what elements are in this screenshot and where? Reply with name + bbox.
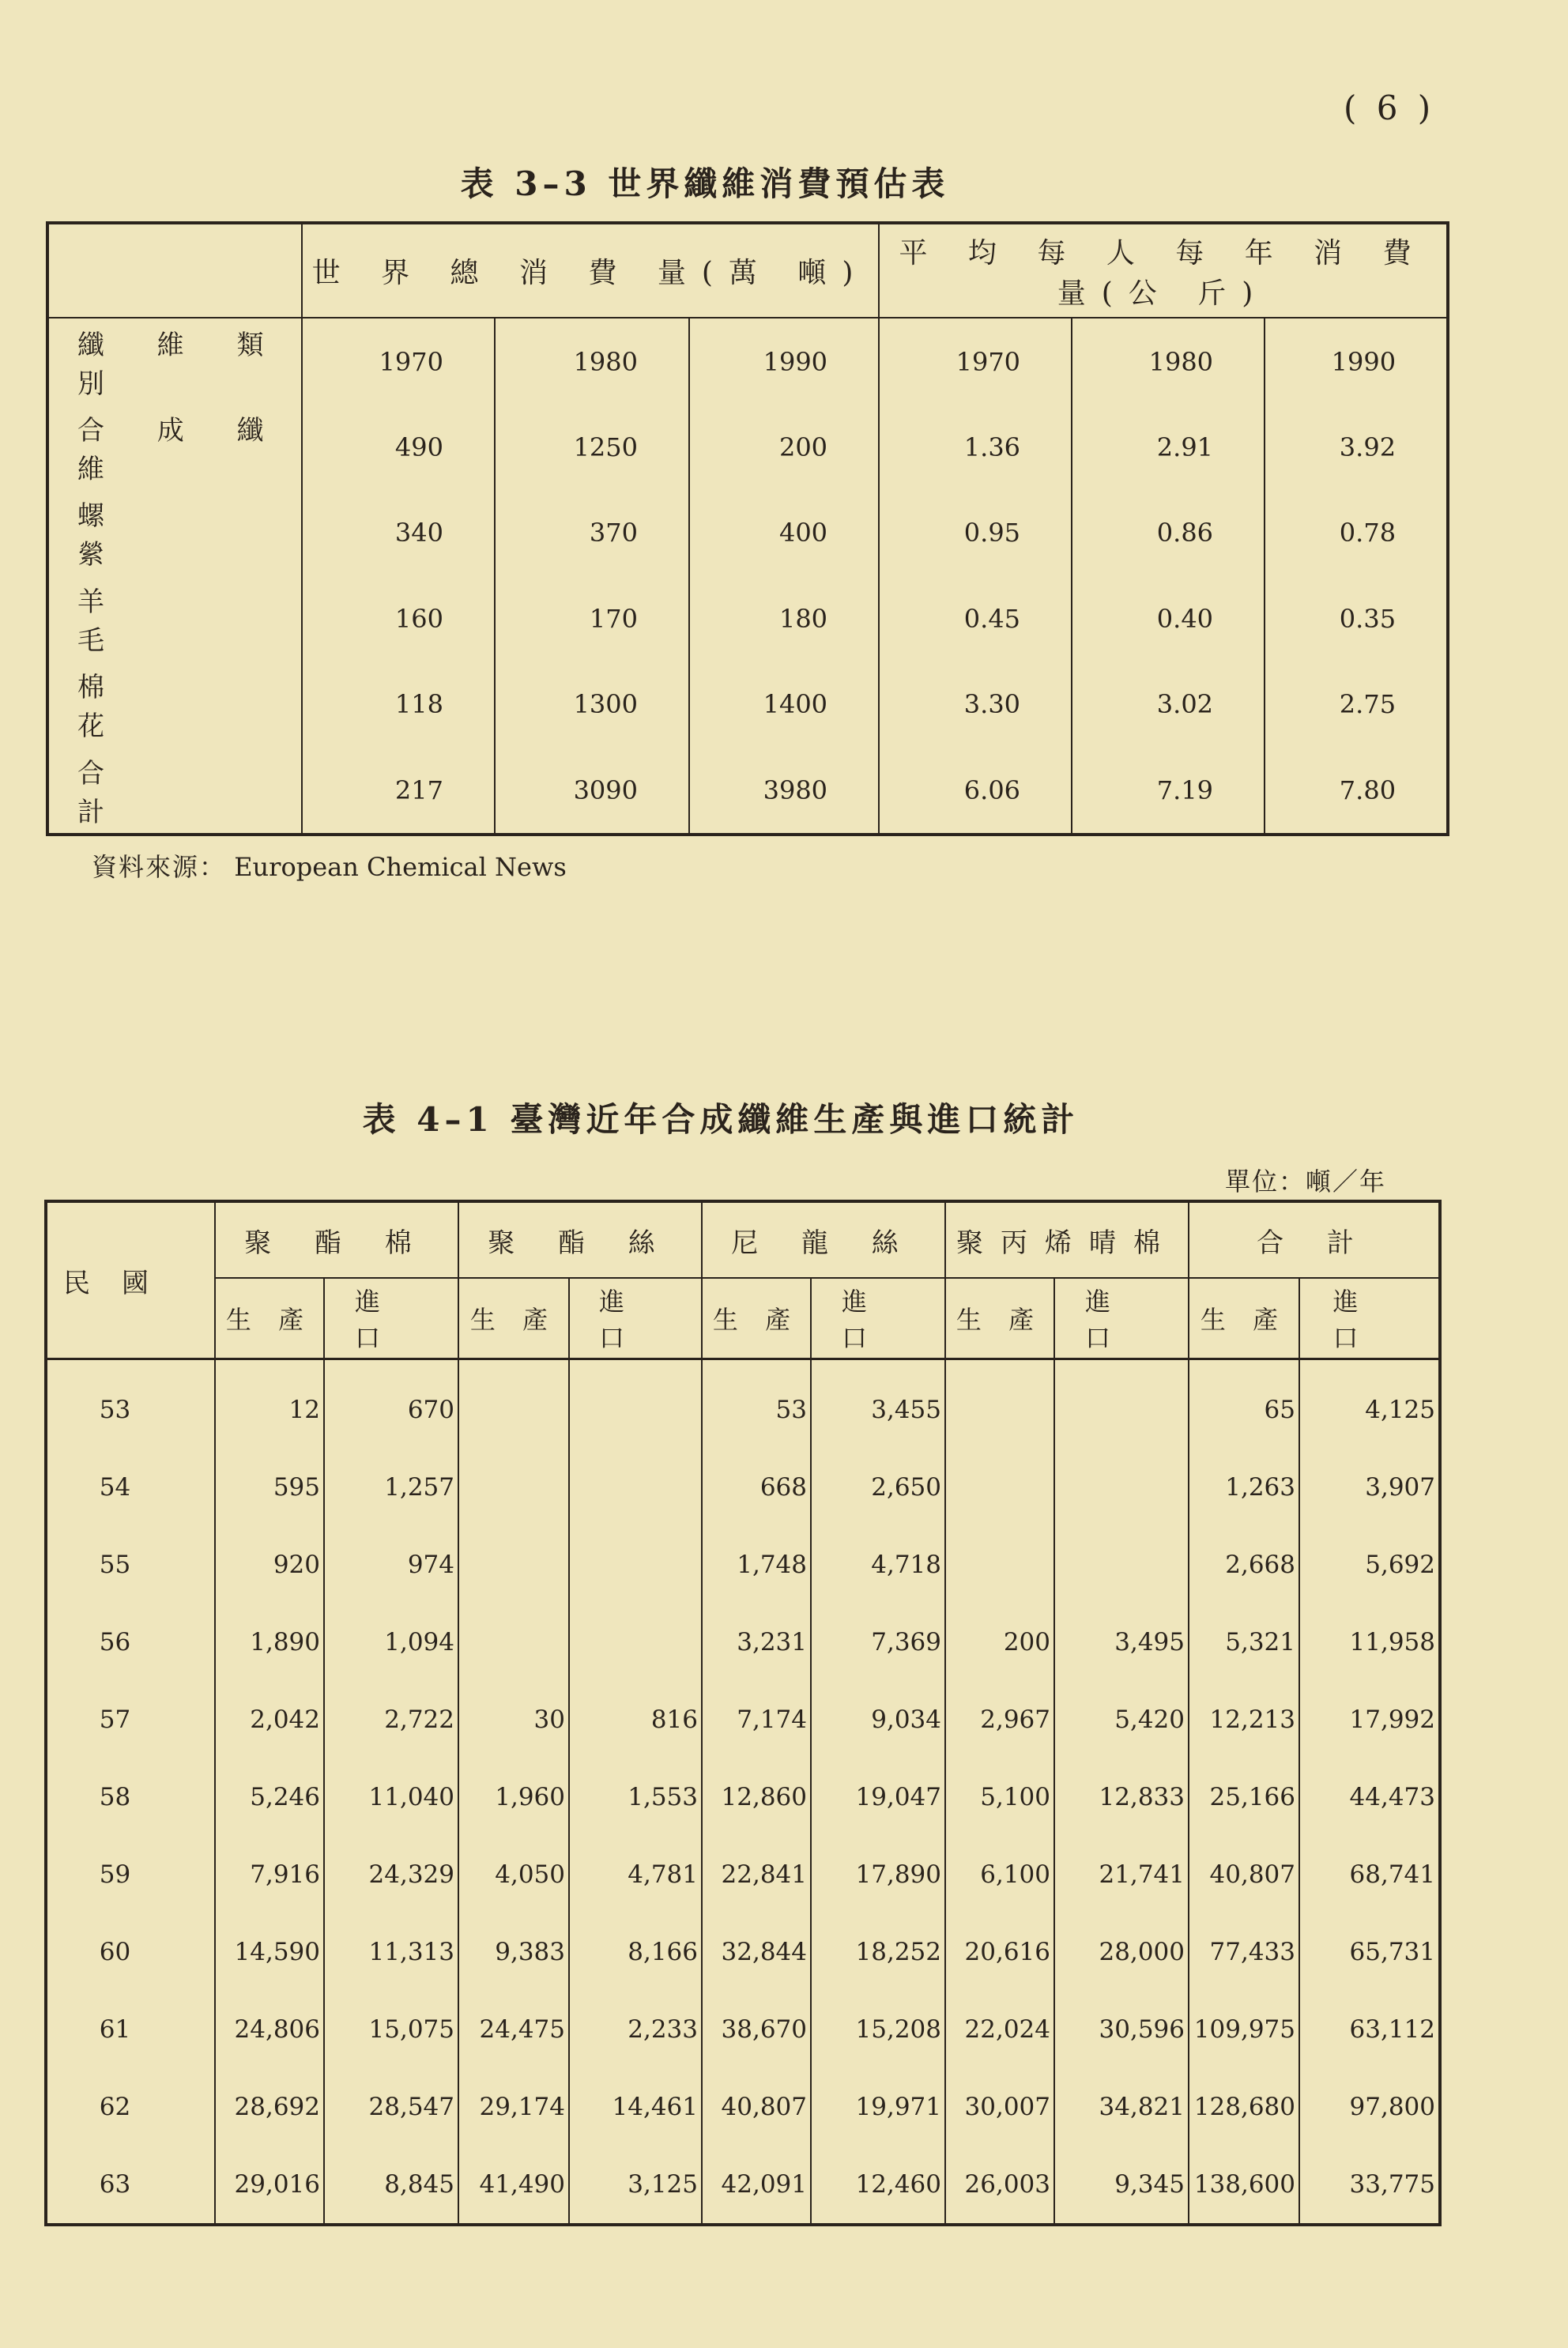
table-row: [46, 1604, 1440, 1681]
source-note: [92, 847, 567, 884]
value-cell: 1,960: [458, 1758, 569, 1836]
value-cell: 668: [702, 1449, 811, 1526]
value-cell: 1980: [495, 318, 689, 404]
table-row: [46, 1758, 1440, 1836]
year-cell: 56: [99, 1628, 131, 1656]
fiber-consumption-table: [46, 221, 1449, 836]
value-cell: 974: [324, 1526, 458, 1604]
table-row: [46, 1359, 1440, 1449]
category-label: 螺 縈: [77, 500, 231, 571]
value-cell: 4,125: [1299, 1359, 1440, 1449]
value-cell: [1054, 1359, 1189, 1449]
year-cell: 62: [99, 2093, 131, 2121]
value-cell: 40,807: [1189, 1836, 1299, 1913]
table-row: [46, 1913, 1440, 1991]
value-cell: 97,800: [1299, 2068, 1440, 2146]
value-cell: 1980: [1072, 318, 1265, 404]
category-label: 羊 毛: [77, 586, 231, 657]
value-cell: 11,040: [324, 1758, 458, 1836]
value-cell: 7.80: [1265, 747, 1448, 835]
value-cell: 9,034: [811, 1681, 945, 1758]
value-cell: 490: [302, 405, 495, 490]
value-cell: 18,252: [811, 1913, 945, 1991]
value-cell: 118: [302, 661, 495, 747]
value-cell: 14,590: [215, 1913, 324, 1991]
value-cell: 3.92: [1265, 405, 1448, 490]
value-cell: 3.30: [879, 661, 1072, 747]
value-cell: 25,166: [1189, 1758, 1299, 1836]
value-cell: 1,890: [215, 1604, 324, 1681]
value-cell: 14,461: [569, 2068, 702, 2146]
value-cell: 1250: [495, 405, 689, 490]
year-cell: 57: [99, 1705, 131, 1734]
value-cell: 2,042: [215, 1681, 324, 1758]
value-cell: 1,553: [569, 1758, 702, 1836]
value-cell: 24,806: [215, 1991, 324, 2068]
value-cell: [569, 1526, 702, 1604]
value-cell: 0.45: [879, 576, 1072, 661]
value-cell: 3.02: [1072, 661, 1265, 747]
value-cell: 9,345: [1054, 2146, 1189, 2225]
value-cell: 30: [458, 1681, 569, 1758]
value-cell: 65: [1189, 1359, 1299, 1449]
group-header: 合 計: [1189, 1201, 1440, 1278]
table-row: [46, 1526, 1440, 1604]
subheader-cell: 進 口: [1054, 1278, 1189, 1359]
header-blank-cell: [47, 223, 302, 318]
value-cell: 5,246: [215, 1758, 324, 1836]
value-cell: 32,844: [702, 1913, 811, 1991]
value-cell: 0.86: [1072, 490, 1265, 575]
value-cell: [945, 1449, 1054, 1526]
value-cell: 7,916: [215, 1836, 324, 1913]
value-cell: 3,455: [811, 1359, 945, 1449]
value-cell: 2,650: [811, 1449, 945, 1526]
value-cell: 30,596: [1054, 1991, 1189, 2068]
value-cell: [945, 1526, 1054, 1604]
value-cell: 11,958: [1299, 1604, 1440, 1681]
value-cell: 170: [495, 576, 689, 661]
synthetic-fiber-table: [44, 1200, 1442, 2226]
value-cell: 1970: [302, 318, 495, 404]
value-cell: 26,003: [945, 2146, 1054, 2225]
year-cell: 58: [99, 1783, 131, 1811]
table-row: [46, 1449, 1440, 1526]
value-cell: 12,460: [811, 2146, 945, 2225]
value-cell: 2,967: [945, 1681, 1054, 1758]
source-label: 資料來源：: [92, 852, 227, 882]
value-cell: 22,024: [945, 1991, 1054, 2068]
group-header: 聚 酯 棉: [215, 1201, 458, 1278]
value-cell: 816: [569, 1681, 702, 1758]
value-cell: 6.06: [879, 747, 1072, 835]
unit-note: 單位：噸／年: [1225, 1166, 1387, 1197]
table-row: [47, 318, 1448, 404]
group-header: 聚 酯 絲: [458, 1201, 702, 1278]
value-cell: 63,112: [1299, 1991, 1440, 2068]
table-header-row: [47, 223, 1448, 318]
value-cell: 22,841: [702, 1836, 811, 1913]
value-cell: 9,383: [458, 1913, 569, 1991]
value-cell: 2,722: [324, 1681, 458, 1758]
year-cell: 63: [99, 2170, 131, 2199]
value-cell: 24,475: [458, 1991, 569, 2068]
value-cell: 0.78: [1265, 490, 1448, 575]
value-cell: [569, 1604, 702, 1681]
value-cell: 24,329: [324, 1836, 458, 1913]
value-cell: 340: [302, 490, 495, 575]
value-cell: [569, 1449, 702, 1526]
value-cell: 370: [495, 490, 689, 575]
value-cell: 65,731: [1299, 1913, 1440, 1991]
value-cell: 42,091: [702, 2146, 811, 2225]
value-cell: [1054, 1526, 1189, 1604]
value-cell: 17,992: [1299, 1681, 1440, 1758]
year-header: 民國: [46, 1201, 215, 1359]
value-cell: 3,231: [702, 1604, 811, 1681]
value-cell: 3,907: [1299, 1449, 1440, 1526]
subheader-cell: 生 產: [945, 1278, 1054, 1359]
table-row: [47, 405, 1448, 490]
value-cell: 217: [302, 747, 495, 835]
value-cell: 7,369: [811, 1604, 945, 1681]
value-cell: [1054, 1449, 1189, 1526]
value-cell: 2,233: [569, 1991, 702, 2068]
value-cell: 160: [302, 576, 495, 661]
value-cell: 3,495: [1054, 1604, 1189, 1681]
per-capita-header: 平 均 每 人 每 年 消 費 量(公 斤): [879, 223, 1448, 318]
table-row: [47, 490, 1448, 575]
value-cell: 1300: [495, 661, 689, 747]
value-cell: 2.91: [1072, 405, 1265, 490]
table-row: [46, 2068, 1440, 2146]
value-cell: 595: [215, 1449, 324, 1526]
value-cell: 5,100: [945, 1758, 1054, 1836]
value-cell: 1,263: [1189, 1449, 1299, 1526]
value-cell: 180: [689, 576, 879, 661]
subheader-cell: 進 口: [569, 1278, 702, 1359]
value-cell: 3980: [689, 747, 879, 835]
category-label: 合 成 纖 維: [77, 414, 286, 485]
category-label: 纖 維 類 別: [77, 329, 286, 400]
value-cell: 19,047: [811, 1758, 945, 1836]
value-cell: 1400: [689, 661, 879, 747]
value-cell: 40,807: [702, 2068, 811, 2146]
value-cell: 8,845: [324, 2146, 458, 2225]
value-cell: 34,821: [1054, 2068, 1189, 2146]
value-cell: 1,257: [324, 1449, 458, 1526]
value-cell: 29,016: [215, 2146, 324, 2225]
world-total-header: 世 界 總 消 費 量(萬 噸): [302, 223, 879, 318]
value-cell: 0.40: [1072, 576, 1265, 661]
value-cell: 0.95: [879, 490, 1072, 575]
value-cell: 4,781: [569, 1836, 702, 1913]
value-cell: [458, 1449, 569, 1526]
value-cell: 5,692: [1299, 1526, 1440, 1604]
value-cell: 68,741: [1299, 1836, 1440, 1913]
value-cell: 109,975: [1189, 1991, 1299, 2068]
value-cell: 12,833: [1054, 1758, 1189, 1836]
value-cell: 6,100: [945, 1836, 1054, 1913]
category-label: 合 計: [77, 757, 231, 828]
value-cell: 3090: [495, 747, 689, 835]
value-cell: 1,748: [702, 1526, 811, 1604]
value-cell: 7.19: [1072, 747, 1265, 835]
value-cell: [458, 1526, 569, 1604]
value-cell: 2,668: [1189, 1526, 1299, 1604]
value-cell: 33,775: [1299, 2146, 1440, 2225]
value-cell: [569, 1359, 702, 1449]
table-3-3-title: 表 3–3 世界纖維消費預估表: [460, 164, 950, 203]
year-cell: 55: [99, 1551, 131, 1579]
value-cell: 5,321: [1189, 1604, 1299, 1681]
value-cell: 138,600: [1189, 2146, 1299, 2225]
value-cell: [945, 1359, 1054, 1449]
value-cell: 28,692: [215, 2068, 324, 2146]
value-cell: 5,420: [1054, 1681, 1189, 1758]
year-cell: 60: [99, 1938, 131, 1966]
value-cell: 8,166: [569, 1913, 702, 1991]
value-cell: 77,433: [1189, 1913, 1299, 1991]
value-cell: 400: [689, 490, 879, 575]
value-cell: 21,741: [1054, 1836, 1189, 1913]
subheader-row: [46, 1278, 1440, 1359]
value-cell: 28,000: [1054, 1913, 1189, 1991]
subheader-cell: 進 口: [1299, 1278, 1440, 1359]
value-cell: 3,125: [569, 2146, 702, 2225]
subheader-cell: 進 口: [811, 1278, 945, 1359]
value-cell: 15,075: [324, 1991, 458, 2068]
value-cell: 1.36: [879, 405, 1072, 490]
value-cell: 30,007: [945, 2068, 1054, 2146]
value-cell: [458, 1359, 569, 1449]
value-cell: 200: [689, 405, 879, 490]
value-cell: 28,547: [324, 2068, 458, 2146]
table-row: [46, 2146, 1440, 2225]
value-cell: 200: [945, 1604, 1054, 1681]
value-cell: 20,616: [945, 1913, 1054, 1991]
value-cell: 12,213: [1189, 1681, 1299, 1758]
value-cell: 1970: [879, 318, 1072, 404]
subheader-cell: 進 口: [324, 1278, 458, 1359]
value-cell: 15,208: [811, 1991, 945, 2068]
value-cell: 12: [215, 1359, 324, 1449]
subheader-cell: 生 產: [1189, 1278, 1299, 1359]
value-cell: 1990: [1265, 318, 1448, 404]
value-cell: 12,860: [702, 1758, 811, 1836]
group-header: 尼 龍 絲: [702, 1201, 945, 1278]
year-cell: 59: [99, 1860, 131, 1889]
value-cell: 2.75: [1265, 661, 1448, 747]
value-cell: 0.35: [1265, 576, 1448, 661]
value-cell: 38,670: [702, 1991, 811, 2068]
source-text: European Chemical News: [234, 852, 567, 882]
subheader-cell: 生 產: [215, 1278, 324, 1359]
value-cell: 1,094: [324, 1604, 458, 1681]
table-row: [46, 1681, 1440, 1758]
group-header: 聚丙烯晴棉: [945, 1201, 1189, 1278]
category-label: 棉 花: [77, 672, 231, 743]
value-cell: 670: [324, 1359, 458, 1449]
value-cell: 920: [215, 1526, 324, 1604]
year-cell: 53: [99, 1396, 131, 1424]
table-4-1-title: 表 4–1 臺灣近年合成纖維生產與進口統計: [362, 1100, 1080, 1139]
subheader-cell: 生 產: [458, 1278, 569, 1359]
value-cell: 4,718: [811, 1526, 945, 1604]
year-cell: 54: [99, 1473, 131, 1502]
year-cell: 61: [99, 2015, 131, 2044]
value-cell: 11,313: [324, 1913, 458, 1991]
value-cell: 128,680: [1189, 2068, 1299, 2146]
subheader-cell: 生 產: [702, 1278, 811, 1359]
table-row: [47, 747, 1448, 835]
group-header-row: [46, 1201, 1440, 1278]
value-cell: 19,971: [811, 2068, 945, 2146]
value-cell: 4,050: [458, 1836, 569, 1913]
page-number: ( 6 ): [1344, 89, 1436, 127]
value-cell: 44,473: [1299, 1758, 1440, 1836]
value-cell: 17,890: [811, 1836, 945, 1913]
value-cell: [458, 1604, 569, 1681]
value-cell: 1990: [689, 318, 879, 404]
table-row: [46, 1836, 1440, 1913]
value-cell: 29,174: [458, 2068, 569, 2146]
table-row: [47, 661, 1448, 747]
value-cell: 7,174: [702, 1681, 811, 1758]
value-cell: 53: [702, 1359, 811, 1449]
table-row: [46, 1991, 1440, 2068]
value-cell: 41,490: [458, 2146, 569, 2225]
table-row: [47, 576, 1448, 661]
